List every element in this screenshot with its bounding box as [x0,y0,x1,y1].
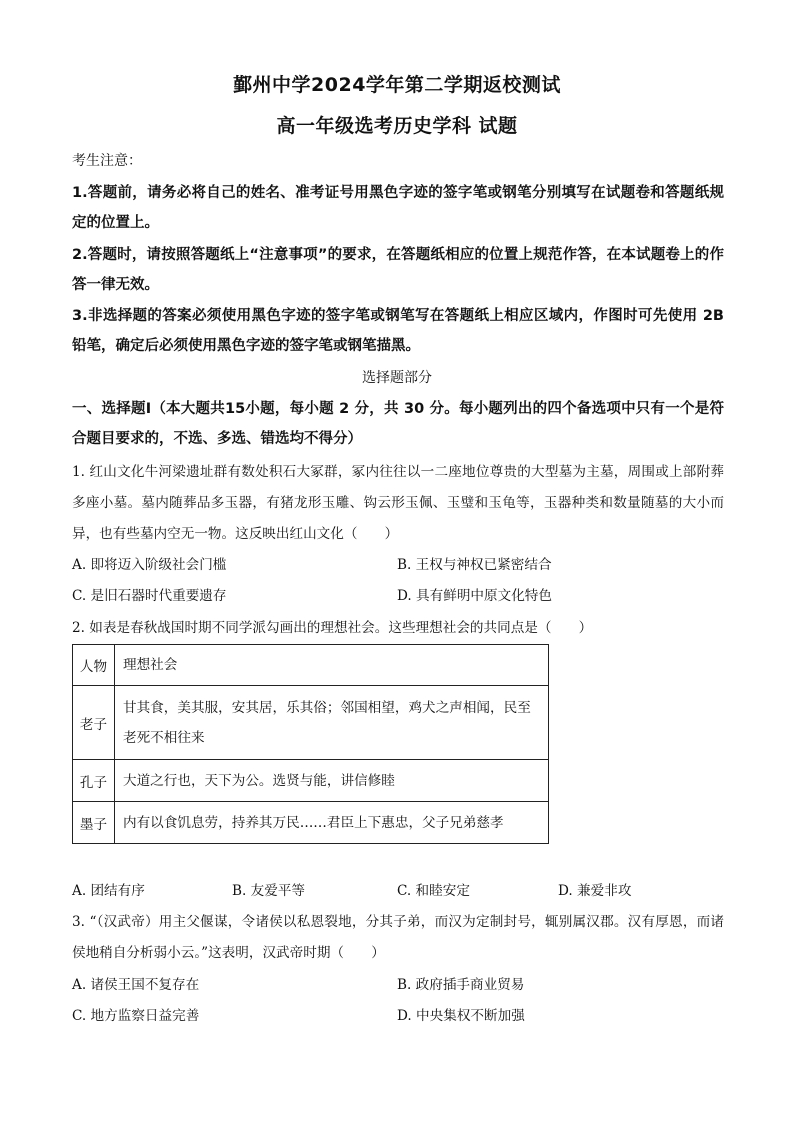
table-header-person: 人物 [73,645,115,686]
exam-subtitle: 高一年级选考历史学科 试题 [276,115,518,137]
table-cell-person: 孔子 [73,760,115,802]
table-cell-ideal: 大道之行也，天下为公。选贤与能，讲信修睦 [115,760,549,802]
question-1-option-c: C. 是旧石器时代重要遗存 [72,588,227,604]
table-cell-ideal: 内有以食饥息劳，持养其万民……君臣上下惠忠，父子兄弟慈孝 [115,802,549,844]
question-1-stem: 1. 红山文化牛河梁遗址群有数处积石大冢群，冢内往往以一二座地位尊贵的大型墓为主墓，周围或上部附葬多座小墓。墓内随葬品多玉器，有猪龙形玉雕、钩云形玉佩、玉璧和玉龟等，玉器种类和数量随墓的大小而异，也有些墓内空无一物。这反映出红山文化（ ） [72,464,724,542]
table-row [73,802,549,844]
table-cell-ideal: 甘其食，美其服，安其居，乐其俗；邻国相望，鸡犬之声相闻，民至老死不相往来 [115,686,549,760]
table-cell-person: 老子 [73,686,115,760]
question-3-stem: 3. “（汉武帝）用主父偃谋，令诸侯以私恩裂地，分其子弟，而汉为定制封号，辄别属汉郡。汉有厚恩，而诸侯地稍自分析弱小云。”这表明，汉武帝时期（ ） [72,914,724,961]
question-2-option-c: C. 和睦安定 [397,883,470,899]
notice-item-3: 3.非选择题的答案必须使用黑色字迹的签字笔或钢笔写在答题纸上相应区域内，作图时可先使用 2B 铅笔，确定后必须使用黑色字迹的签字笔或钢笔描黑。 [72,308,724,354]
table-header-ideal: 理想社会 [115,645,549,686]
question-2-table [72,644,549,844]
question-2-option-d: D. 兼爱非攻 [558,883,632,899]
question-2-option-b: B. 友爱平等 [232,883,306,899]
table-row [73,686,549,760]
question-2-stem: 2. 如表是春秋战国时期不同学派勾画出的理想社会。这些理想社会的共同点是（ ） [72,620,593,636]
question-3-option-d: D. 中央集权不断加强 [397,1008,525,1024]
table-header-row [73,645,549,686]
question-3-option-c: C. 地方监察日益完善 [72,1008,200,1024]
question-3-option-a: A. 诸侯王国不复存在 [72,977,200,993]
notice-item-1: 1.答题前，请务必将自己的姓名、准考证号用黑色字迹的签字笔或钢笔分别填写在试题卷和答题纸规定的位置上。 [72,185,724,231]
notice-item-2: 2.答题时，请按照答题纸上“注意事项”的要求，在答题纸相应的位置上规范作答，在本试题卷上的作答一律无效。 [72,247,724,293]
question-1-option-b: B. 王权与神权已紧密结合 [397,557,552,573]
question-2-option-a: A. 团结有序 [72,883,145,899]
table-row [73,760,549,802]
part-title: 选择题部分 [362,370,432,386]
notice-heading: 考生注意： [72,153,142,169]
section-title: 一、选择题Ⅰ（本大题共15小题，每小题 2 分，共 30 分。每小题列出的四个备选项中只有一个是符合题目要求的，不选、多选、错选均不得分） [72,401,724,447]
question-3-option-b: B. 政府插手商业贸易 [397,977,525,993]
question-1-option-d: D. 具有鲜明中原文化特色 [397,588,552,604]
table-cell-person: 墨子 [73,802,115,844]
question-1-option-a: A. 即将迈入阶级社会门槛 [72,557,227,573]
exam-title: 鄞州中学2024学年第二学期返校测试 [233,74,561,96]
